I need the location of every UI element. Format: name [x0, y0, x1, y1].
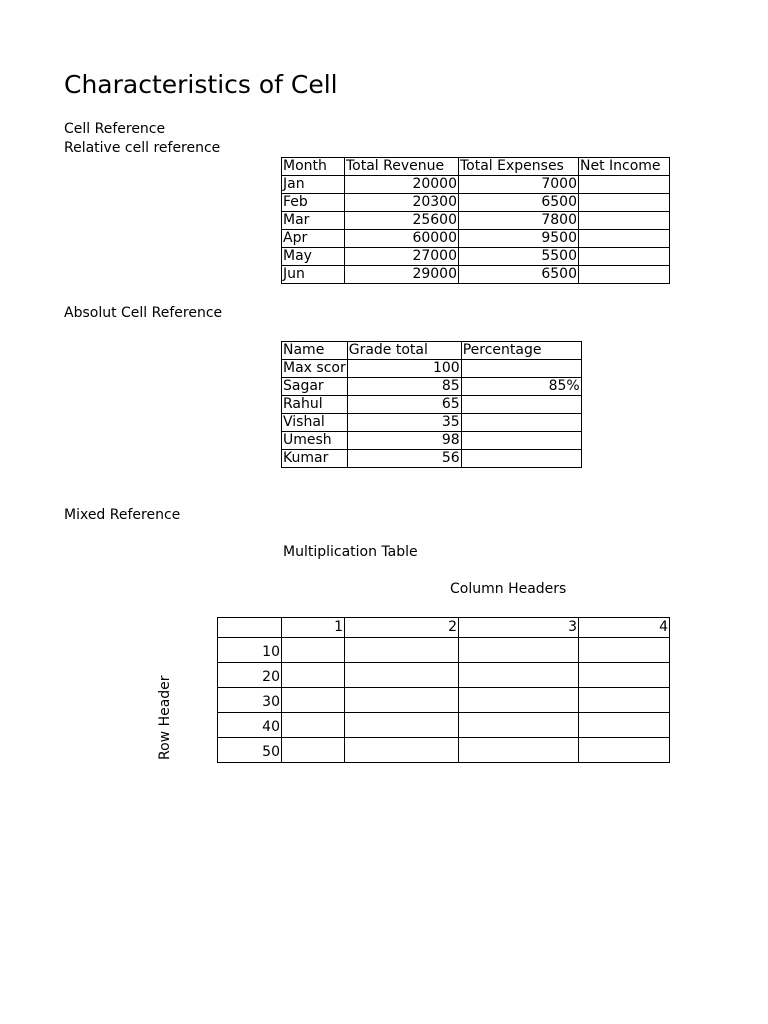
table-cell[interactable]: 10 — [218, 638, 282, 663]
table-cell[interactable] — [579, 194, 670, 212]
table-cell[interactable]: 35 — [347, 414, 461, 432]
table-cell[interactable]: 29000 — [345, 266, 459, 284]
table-cell[interactable] — [461, 414, 581, 432]
table-cell[interactable]: 20300 — [345, 194, 459, 212]
absolute-reference-label: Absolut Cell Reference — [64, 305, 223, 321]
table-cell[interactable]: Grade total — [347, 342, 461, 360]
table-cell[interactable] — [579, 176, 670, 194]
table-cell[interactable]: Kumar — [282, 450, 348, 468]
table-cell[interactable] — [461, 360, 581, 378]
table-cell[interactable] — [579, 713, 670, 738]
table-row — [282, 230, 670, 248]
table-cell[interactable] — [282, 663, 345, 688]
table-cell[interactable] — [459, 663, 579, 688]
table-cell[interactable]: Mar — [282, 212, 345, 230]
table-cell[interactable]: Rahul — [282, 396, 348, 414]
table-cell[interactable] — [579, 266, 670, 284]
table-cell[interactable]: 20000 — [345, 176, 459, 194]
table-cell[interactable] — [579, 663, 670, 688]
table-row — [282, 266, 670, 284]
table-cell[interactable]: 27000 — [345, 248, 459, 266]
table-cell[interactable]: 7800 — [459, 212, 579, 230]
table-cell[interactable]: 9500 — [459, 230, 579, 248]
table-cell[interactable]: 2 — [345, 618, 459, 638]
table-cell[interactable]: 7000 — [459, 176, 579, 194]
table-cell[interactable] — [579, 230, 670, 248]
table-cell[interactable]: 98 — [347, 432, 461, 450]
table-row — [218, 663, 670, 688]
table-row — [282, 396, 582, 414]
table-cell[interactable] — [459, 638, 579, 663]
table-cell[interactable]: 30 — [218, 688, 282, 713]
relative-reference-label: Relative cell reference — [64, 140, 221, 156]
table-cell[interactable]: 6500 — [459, 194, 579, 212]
table-cell[interactable]: Apr — [282, 230, 345, 248]
table-cell[interactable]: Umesh — [282, 432, 348, 450]
page-title: Characteristics of Cell — [64, 70, 338, 99]
table-cell[interactable] — [459, 738, 579, 763]
table-row — [282, 378, 582, 396]
multiplication-table-label: Multiplication Table — [283, 544, 418, 560]
table-cell[interactable]: 65 — [347, 396, 461, 414]
table-cell[interactable]: Jun — [282, 266, 345, 284]
table-cell[interactable]: 5500 — [459, 248, 579, 266]
table-cell[interactable] — [345, 713, 459, 738]
table-row — [282, 194, 670, 212]
table-cell[interactable] — [459, 713, 579, 738]
table-cell[interactable]: 60000 — [345, 230, 459, 248]
column-headers-label: Column Headers — [450, 581, 567, 597]
table-cell[interactable]: 50 — [218, 738, 282, 763]
table-cell[interactable]: 25600 — [345, 212, 459, 230]
table-row — [218, 738, 670, 763]
table-cell[interactable]: Vishal — [282, 414, 348, 432]
table-cell[interactable] — [579, 212, 670, 230]
table-cell[interactable] — [345, 688, 459, 713]
table-cell[interactable] — [218, 618, 282, 638]
table-cell[interactable] — [345, 638, 459, 663]
table-row — [282, 432, 582, 450]
table-cell[interactable]: Feb — [282, 194, 345, 212]
table-cell[interactable] — [461, 396, 581, 414]
table-cell[interactable]: 40 — [218, 713, 282, 738]
table-row — [282, 414, 582, 432]
table-header-row — [218, 618, 670, 638]
table-cell[interactable]: Net Income — [579, 158, 670, 176]
table-cell[interactable]: Jan — [282, 176, 345, 194]
table-cell[interactable]: 56 — [347, 450, 461, 468]
table-row — [282, 212, 670, 230]
table-cell[interactable]: Total Expenses — [459, 158, 579, 176]
table-cell[interactable] — [282, 738, 345, 763]
table-cell[interactable] — [579, 248, 670, 266]
table-cell[interactable]: 3 — [459, 618, 579, 638]
table-row — [218, 638, 670, 663]
table-cell[interactable]: Name — [282, 342, 348, 360]
table-cell[interactable] — [282, 713, 345, 738]
table-cell[interactable] — [461, 450, 581, 468]
table-cell[interactable]: 85 — [347, 378, 461, 396]
table-cell[interactable]: 4 — [579, 618, 670, 638]
table-cell[interactable]: 100 — [347, 360, 461, 378]
table-cell[interactable]: Sagar — [282, 378, 348, 396]
table-cell[interactable]: 6500 — [459, 266, 579, 284]
table-cell[interactable]: Percentage — [461, 342, 581, 360]
multiplication-table — [217, 617, 670, 763]
table-cell[interactable] — [345, 663, 459, 688]
table-row — [282, 450, 582, 468]
table-row — [282, 248, 670, 266]
table-cell[interactable]: May — [282, 248, 345, 266]
table-cell[interactable]: Max scor — [283, 360, 346, 376]
table-cell[interactable] — [579, 638, 670, 663]
table-cell[interactable]: 20 — [218, 663, 282, 688]
row-header-label: Row Header — [157, 675, 173, 760]
relative-reference-table — [281, 157, 670, 284]
table-cell[interactable] — [282, 688, 345, 713]
table-cell[interactable] — [579, 738, 670, 763]
table-cell[interactable] — [282, 638, 345, 663]
table-cell[interactable]: 85% — [461, 378, 581, 396]
table-header-row — [282, 158, 670, 176]
table-cell[interactable] — [579, 688, 670, 713]
cell-reference-label: Cell Reference — [64, 121, 166, 137]
table-cell[interactable]: 1 — [282, 618, 345, 638]
absolute-reference-table — [281, 341, 582, 468]
mixed-reference-label: Mixed Reference — [64, 507, 181, 523]
table-header-row — [282, 342, 582, 360]
table-row — [218, 688, 670, 713]
table-row — [282, 176, 670, 194]
table-row — [218, 713, 670, 738]
table-row — [282, 360, 582, 378]
table-cell[interactable]: Month — [282, 158, 345, 176]
table-cell[interactable] — [459, 688, 579, 713]
table-cell[interactable]: Total Revenue — [345, 158, 459, 176]
table-cell[interactable] — [461, 432, 581, 450]
table-cell[interactable] — [345, 738, 459, 763]
